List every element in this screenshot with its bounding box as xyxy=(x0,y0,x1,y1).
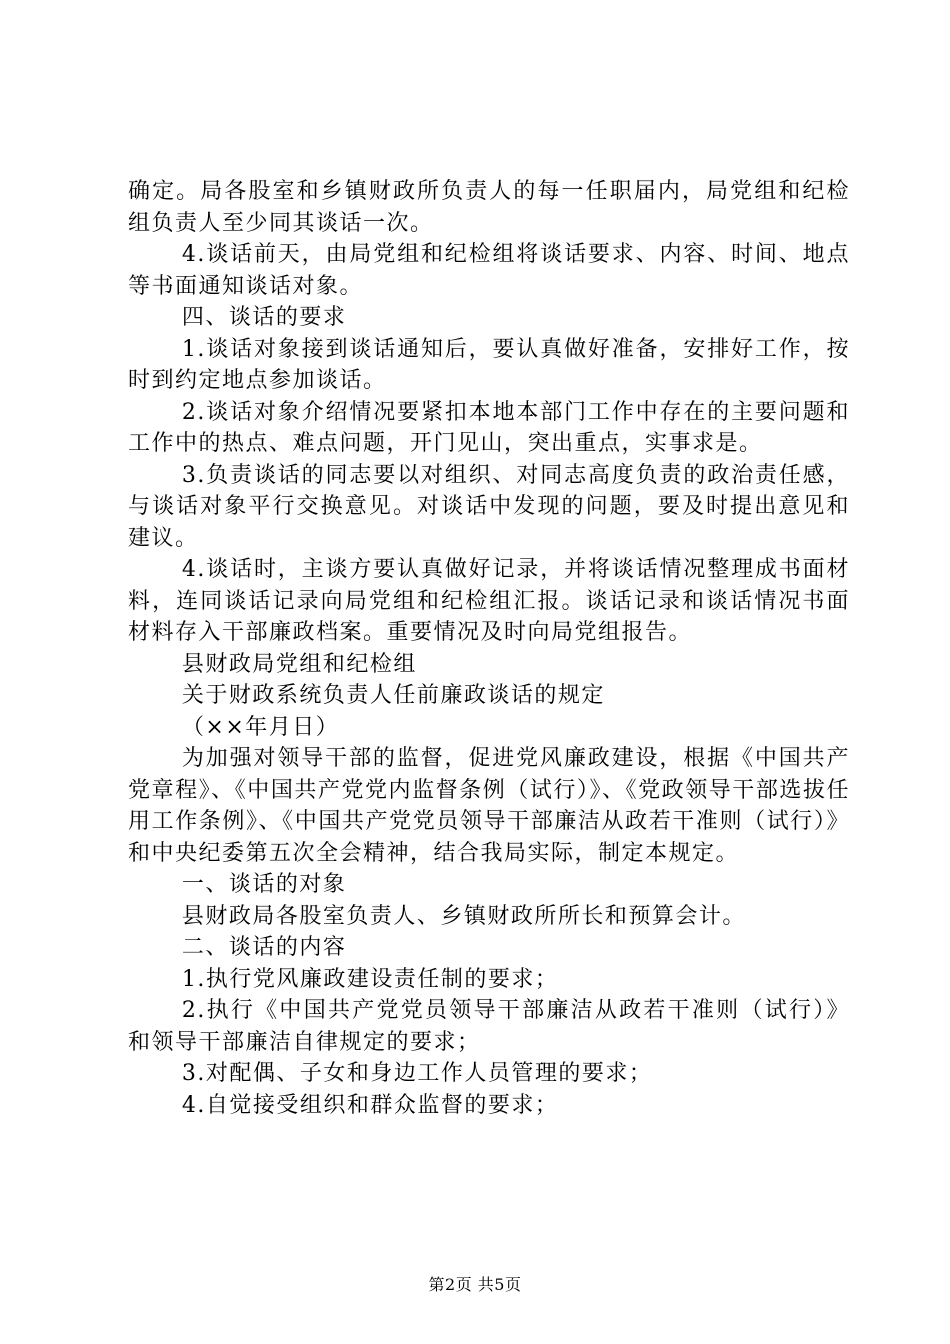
section-heading-content: 二、谈话的内容 xyxy=(181,935,347,960)
paragraph-content-4: 4.自觉接受组织和群众监督的要求； xyxy=(181,1092,559,1118)
issuer-line: 县财政局党组和纪检组 xyxy=(181,651,417,677)
paragraph-continuation: 确定。局各股室和乡镇财政所负责人的每一任职届内，局党组和纪检组负责人至少同其谈话一次。 xyxy=(128,179,850,236)
paragraph-requirement-1: 1.谈话对象接到谈话通知后，要认真做好准备，安排好工作，按时到约定地点参加谈话。 xyxy=(128,336,850,393)
paragraph-requirement-2: 2.谈话对象介绍情况要紧扣本地本部门工作中存在的主要问题和工作中的热点、难点问题，开门见山，突出重点，实事求是。 xyxy=(128,399,850,456)
document-title: 关于财政系统负责人任前廉政谈话的规定 xyxy=(181,683,605,708)
page-number-footer: 第2页 共5页 xyxy=(428,1275,522,1294)
document-body xyxy=(128,176,850,1121)
document-date: （××年月日） xyxy=(181,714,340,740)
paragraph-requirement-3: 3.负责谈话的同志要以对组织、对同志高度负责的政治责任感，与谈话对象平行交换意见。对谈话中发现的问题，要及时提出意见和建议。 xyxy=(128,462,850,551)
paragraph-subjects: 县财政局各股室负责人、乡镇财政所所长和预算会计。 xyxy=(181,903,746,929)
paragraph-item-4-notice: 4.谈话前天，由局党组和纪检组将谈话要求、内容、时间、地点等书面通知谈话对象。 xyxy=(128,242,850,299)
section-heading-requirements: 四、谈话的要求 xyxy=(181,305,347,330)
paragraph-content-1: 1.执行党风廉政建设责任制的要求； xyxy=(181,966,559,992)
section-heading-subjects: 一、谈话的对象 xyxy=(181,872,347,897)
paragraph-requirement-4: 4.谈话时，主谈方要认真做好记录，并将谈话情况整理成书面材料，连同谈话记录向局党组和纪检组汇报。谈话记录和谈话情况书面材料存入干部廉政档案。重要情况及时向局党组报告。 xyxy=(128,557,850,645)
paragraph-preamble: 为加强对领导干部的监督，促进党风廉政建设，根据《中国共产党章程》、《中国共产党党内监督条例（试行）》、《党政领导干部选拔任用工作条例》、《中国共产党党员领导干部廉洁从政若干准则（试行）》和中央纪委第五次全会精神，结合我局实际，制定本规定。 xyxy=(128,746,850,866)
paragraph-content-2: 2.执行《中国共产党党员领导干部廉洁从政若干准则（试行）》和领导干部廉洁自律规定的要求； xyxy=(128,998,850,1055)
paragraph-content-3: 3.对配偶、子女和身边工作人员管理的要求； xyxy=(181,1061,653,1086)
